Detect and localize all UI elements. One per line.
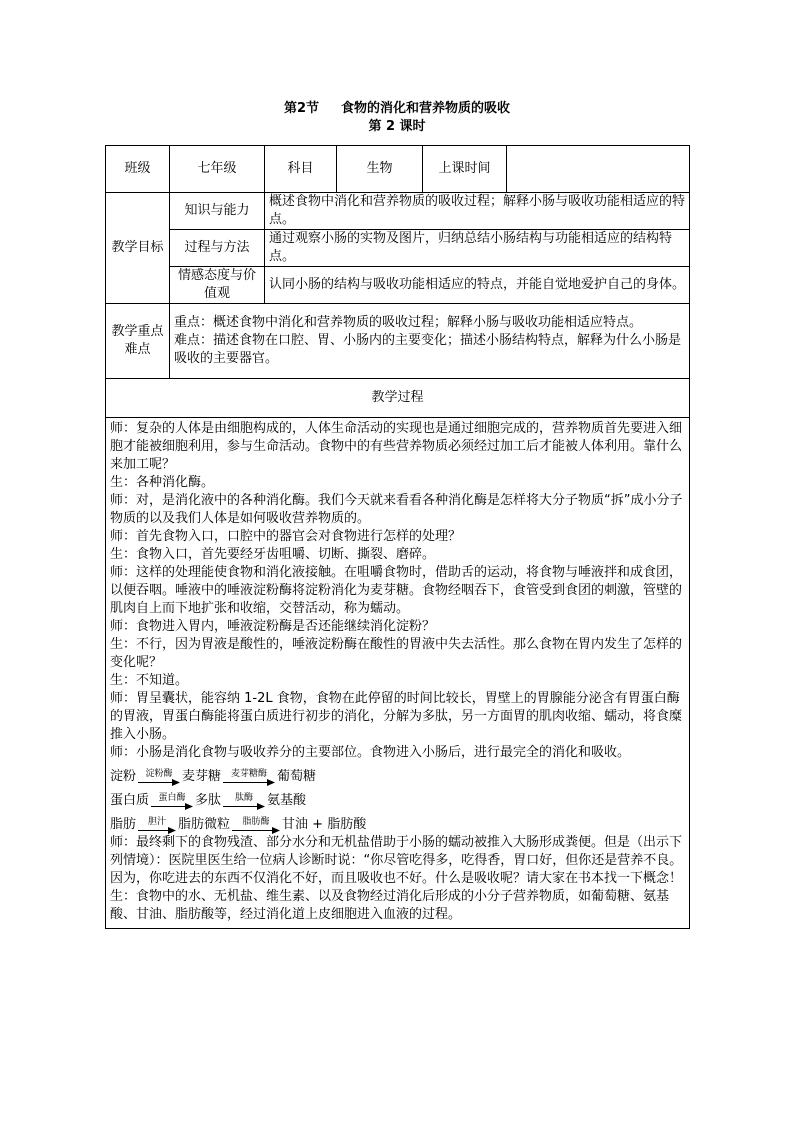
goals-label: 教学目标 [106,193,170,304]
enzyme-label: 胆汁 [148,817,167,827]
subject-label: 科目 [265,146,337,193]
dialogue-line: 师：复杂的人体是由细胞构成的，人体生命活动的实现也是通过细胞完成的，营养物质首先要进入细胞才能被细胞利用，参与生命活动。食物中的有些营养物质必须经过加工后才能被人体利用。靠什么来加工呢？ [110,421,683,472]
class-value: 七年级 [170,146,265,193]
focus-text: 重点：概述食物中消化和营养物质的吸收过程；解释小肠与吸收功能相适应特点。 [174,315,643,330]
enzyme-label: 麦芽糖酶 [231,769,268,779]
flow-product: 脂肪微粒 [178,817,231,832]
arrow-right-icon [138,779,180,786]
goal-text: 通过观察小肠的实物及图片，归纳总结小肠结构与功能相适应的结构特点。 [265,230,690,267]
dialogue-line: 师：这样的处理能使食物和消化液接触。在咀嚼食物时，借助舌的运动，将食物与唾液拌和成食团，以便吞咽。唾液中的唾液淀粉酶将淀粉消化为麦芽糖。食物经咽吞下，食管受到食团的刺激，管壁的肌肉自上而下地扩张和收缩，交替活动，称为蠕动。 [110,565,683,616]
goal-row-knowledge [106,193,690,230]
flow-product: 氨基酸 [267,793,307,808]
flow-arrow [223,793,265,810]
flow-product: 麦芽糖 [182,769,222,784]
flow-arrow [232,817,280,834]
section-title: 食物的消化和营养物质的吸收 [341,101,511,116]
enzyme-label: 淀粉酶 [145,769,173,779]
key-points-label: 教学重点难点 [106,304,170,379]
flow-arrow [151,793,193,810]
dialogue-line: 师：食物进入胃内，唾液淀粉酶是否还能继续消化淀粉？ [110,619,436,634]
digestion-flow-protein [110,788,685,810]
process-label: 教学过程 [106,379,690,418]
digestion-flow-fat [110,812,685,834]
flow-product: 甘油 + 脂肪酸 [282,817,367,832]
page-title [0,97,794,116]
dialogue-line: 生：食物中的水、无机盐、维生素、以及食物经过消化后形成的小分子营养物质，如葡萄糖、氨基酸、甘油、脂肪酸等，经过消化道上皮细胞进入血液的过程。 [110,889,670,922]
dialogue-line: 师：对，是消化液中的各种消化酶。我们今天就来看看各种消化酶是怎样将大分子物质“拆”成小分子物质的以及我们人体是如何吸收营养物质的。 [110,493,683,526]
flow-start: 蛋白质 [110,793,150,808]
section-number: 第2节 [283,101,320,116]
arrow-right-icon [232,827,280,834]
flow-arrow [138,769,180,786]
difficulty-text: 难点：描述食物在口腔、胃、小肠内的主要变化；描述小肠结构特点，解释为什么小肠是吸收的主要器官。 [174,333,682,366]
arrow-right-icon [223,803,265,810]
goal-name: 知识与能力 [170,193,265,230]
time-label: 上课时间 [423,146,507,193]
key-points-row [106,304,690,379]
goal-text: 认同小肠的结构与吸收功能相适应的特点，并能自觉地爱护自己的身体。 [265,267,690,304]
class-label: 班级 [106,146,170,193]
info-row [106,146,690,193]
digestion-flow-starch [110,764,685,786]
flow-start: 脂肪 [110,817,137,832]
dialogue-line: 生：不行，因为胃液是酸性的，唾液淀粉酶在酸性的胃液中失去活性。那么食物在胃内发生了怎样的变化呢？ [110,637,683,670]
dialogue-line: 师：最终剩下的食物残渣、部分水分和无机盐借助于小肠的蠕动被推入大肠形成粪便。但是（出示下列情境）：医院里医生给一位病人诊断时说：“你尽管吃得多，吃得香，胃口好，但你还是营养不良。因为，你吃进去的东西不仅消化不好，而且吸收也不好。什么是吸收呢？请大家在书本找一下概念！ [110,835,683,886]
process-body [106,418,690,929]
goal-row-attitude [106,267,690,304]
dialogue-line: 生：不知道。 [110,673,189,688]
time-value [507,146,690,193]
lesson-plan-table [105,145,690,929]
lesson-number: 第 2 课时 [368,119,426,134]
enzyme-label: 蛋白酶 [158,793,186,803]
flow-product: 葡萄糖 [277,769,317,784]
subject-value: 生物 [337,146,423,193]
flow-arrow [138,817,176,834]
process-body-row [106,418,690,929]
dialogue-line: 师：胃呈囊状，能容纳 1-2L 食物，食物在此停留的时间比较长，胃壁上的胃腺能分泌含有胃蛋白酶的胃液，胃蛋白酶能将蛋白质进行初步的消化，分解为多肽，另一方面胃的肌肉收缩、蠕动，将食糜推入小肠。 [110,691,683,742]
goal-text: 概述食物中消化和营养物质的吸收过程；解释小肠与吸收功能相适应的特点。 [265,193,690,230]
flow-start: 淀粉 [110,769,137,784]
key-points-content [170,304,690,379]
dialogue-line: 生：各种消化酶。 [110,475,215,490]
arrow-right-icon [223,779,275,786]
arrow-right-icon [138,827,176,834]
goal-name: 过程与方法 [170,230,265,267]
arrow-right-icon [151,803,193,810]
dialogue-line: 师：首先食物入口，口腔中的器官会对食物进行怎样的处理？ [110,529,462,544]
dialogue-line: 生：食物入口，首先要经牙齿咀嚼、切断、撕裂、磨碎。 [110,547,436,562]
enzyme-label: 肽酶 [235,793,254,803]
enzyme-label: 脂肪酶 [242,817,270,827]
dialogue-line: 师：小肠是消化食物与吸收养分的主要部位。食物进入小肠后，进行最完全的消化和吸收。 [110,745,631,760]
goal-row-method [106,230,690,267]
flow-arrow [223,769,275,786]
flow-product: 多肽 [195,793,222,808]
process-header-row [106,379,690,418]
goal-name: 情感态度与价值观 [170,267,265,304]
